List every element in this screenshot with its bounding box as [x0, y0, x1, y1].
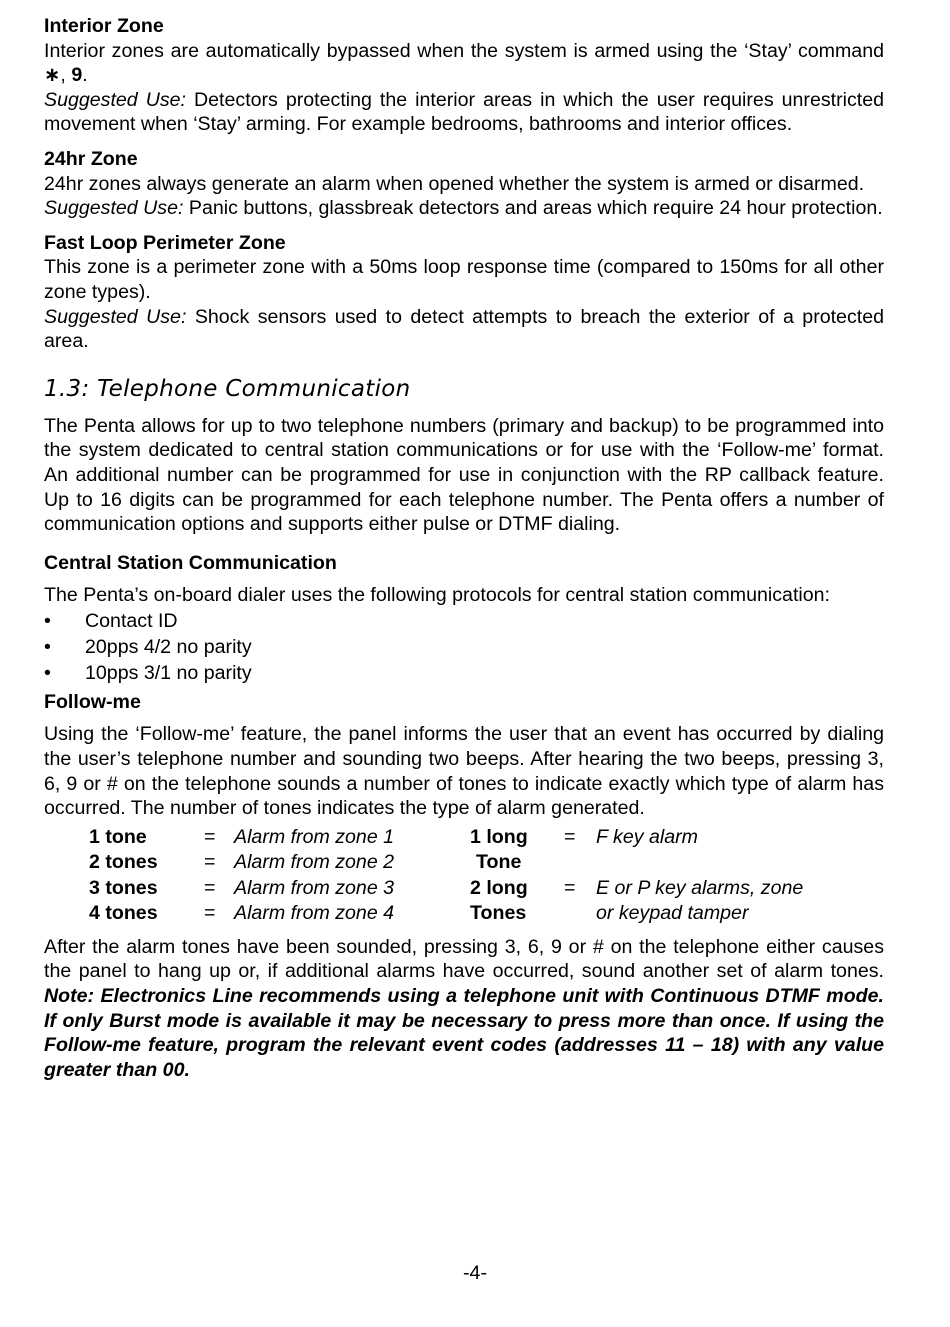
tone-meaning: Alarm from zone 2	[234, 851, 395, 874]
central-station-heading: Central Station Communication	[44, 551, 337, 574]
tone-count: 3 tones	[89, 876, 158, 899]
central-station-text: The Penta’s on-board dialer uses the following protocols for central station communication:	[44, 584, 830, 607]
document-page	[44, 14, 884, 1082]
hr24-zone-text: 24hr zones always generate an alarm when opened whether the system is armed or disarmed.	[44, 172, 865, 195]
equals-sign: =	[204, 851, 216, 874]
bullet-icon: •	[44, 609, 51, 632]
tone-table	[44, 825, 884, 929]
section-title-telephone: 1.3: Telephone Communication	[44, 375, 411, 402]
equals-sign: =	[204, 825, 216, 848]
tone-count: 4 tones	[89, 902, 158, 925]
long-tone-count: 2 long	[470, 876, 528, 899]
equals-sign: =	[564, 825, 576, 848]
long-tone-count: Tone	[476, 851, 522, 874]
follow-me-after-text: After the alarm tones have been sounded, pressing 3, 6, 9 or # on the telephone either causes the panel to hang up or, if additional alarms have occurred, sound another set of alarm tones. Note: Electronics Line recommends using a telephone unit with Continuous DTMF mode. If only Burst mode is available it may be necessary to press more than once. If using the Follow-me feature, program the relevant event codes (addresses 11 – 18) with any value greater than 00.	[44, 935, 884, 1081]
fast-loop-suggested: Suggested Use: Shock sensors used to detect attempts to breach the exterior of a protected area.	[44, 305, 884, 353]
interior-zone-suggested: Suggested Use: Detectors protecting the interior areas in which the user requires unrestricted movement when ‘Stay’ arming. For example bedrooms, bathrooms and interior offices.	[44, 88, 884, 136]
list-item: • Contact ID	[44, 609, 178, 632]
hr24-zone-suggested: Suggested Use: Panic buttons, glassbreak detectors and areas which require 24 hour protection.	[44, 197, 883, 220]
follow-me-text: Using the ‘Follow-me’ feature, the panel informs the user that an event has occurred by dialing the user’s telephone number and sounding two beeps. After hearing the two beeps, pressing 3, 6, 9 or # on the telephone sounds a number of tones to indicate exactly which type of alarm has occurred. The number of tones indicates the type of alarm generated.	[44, 723, 884, 820]
long-tone-meaning: or keypad tamper	[596, 902, 749, 925]
telephone-text: The Penta allows for up to two telephone numbers (primary and backup) to be programmed into the system dedicated to central station communications or for use with the ‘Follow-me’ format. An additional number can be programmed for use in conjunction with the RP callback feature. Up to 16 digits can be programmed for each telephone number. The Penta offers a number of communication options and supports either pulse or DTMF dialing.	[44, 414, 884, 536]
long-tone-count: 1 long	[470, 825, 528, 848]
fast-loop-heading: Fast Loop Perimeter Zone	[44, 231, 286, 254]
nine-key: 9	[71, 64, 83, 87]
hr24-zone-heading: 24hr Zone	[44, 147, 138, 170]
note-text: Note: Electronics Line recommends using a telephone unit with Continuous DTMF mode. If only Burst mode is available it may be necessary to press more than once. If using the Follow-me feature, program the relevant event codes (addresses 11 – 18) with any value greater than 00.	[44, 985, 884, 1081]
long-tone-meaning: F key alarm	[596, 825, 698, 848]
long-tone-meaning: E or P key alarms, zone	[596, 876, 804, 899]
page-number: -4-	[463, 1262, 487, 1284]
follow-me-heading: Follow-me	[44, 690, 141, 713]
tone-meaning: Alarm from zone 1	[234, 825, 395, 848]
list-item: • 10pps 3/1 no parity	[44, 661, 252, 684]
bullet-icon: •	[44, 635, 51, 658]
star-key-icon: ∗	[44, 63, 61, 87]
equals-sign: =	[564, 876, 576, 899]
tone-meaning: Alarm from zone 3	[234, 876, 395, 899]
protocol-list	[44, 608, 884, 686]
list-item: • 20pps 4/2 no parity	[44, 635, 252, 658]
long-tone-count: Tones	[470, 902, 527, 925]
interior-zone-heading: Interior Zone	[44, 15, 164, 37]
fast-loop-text: This zone is a perimeter zone with a 50ms loop response time (compared to 150ms for all other zone types).	[44, 256, 884, 303]
tone-meaning: Alarm from zone 4	[234, 902, 395, 925]
tone-count: 2 tones	[89, 851, 158, 874]
interior-zone-text: Interior zones are automatically bypassed when the system is armed using the ‘Stay’ command ∗, 9.	[44, 39, 884, 87]
equals-sign: =	[204, 902, 216, 925]
bullet-icon: •	[44, 661, 51, 684]
tone-count: 1 tone	[89, 825, 147, 848]
equals-sign: =	[204, 876, 216, 899]
